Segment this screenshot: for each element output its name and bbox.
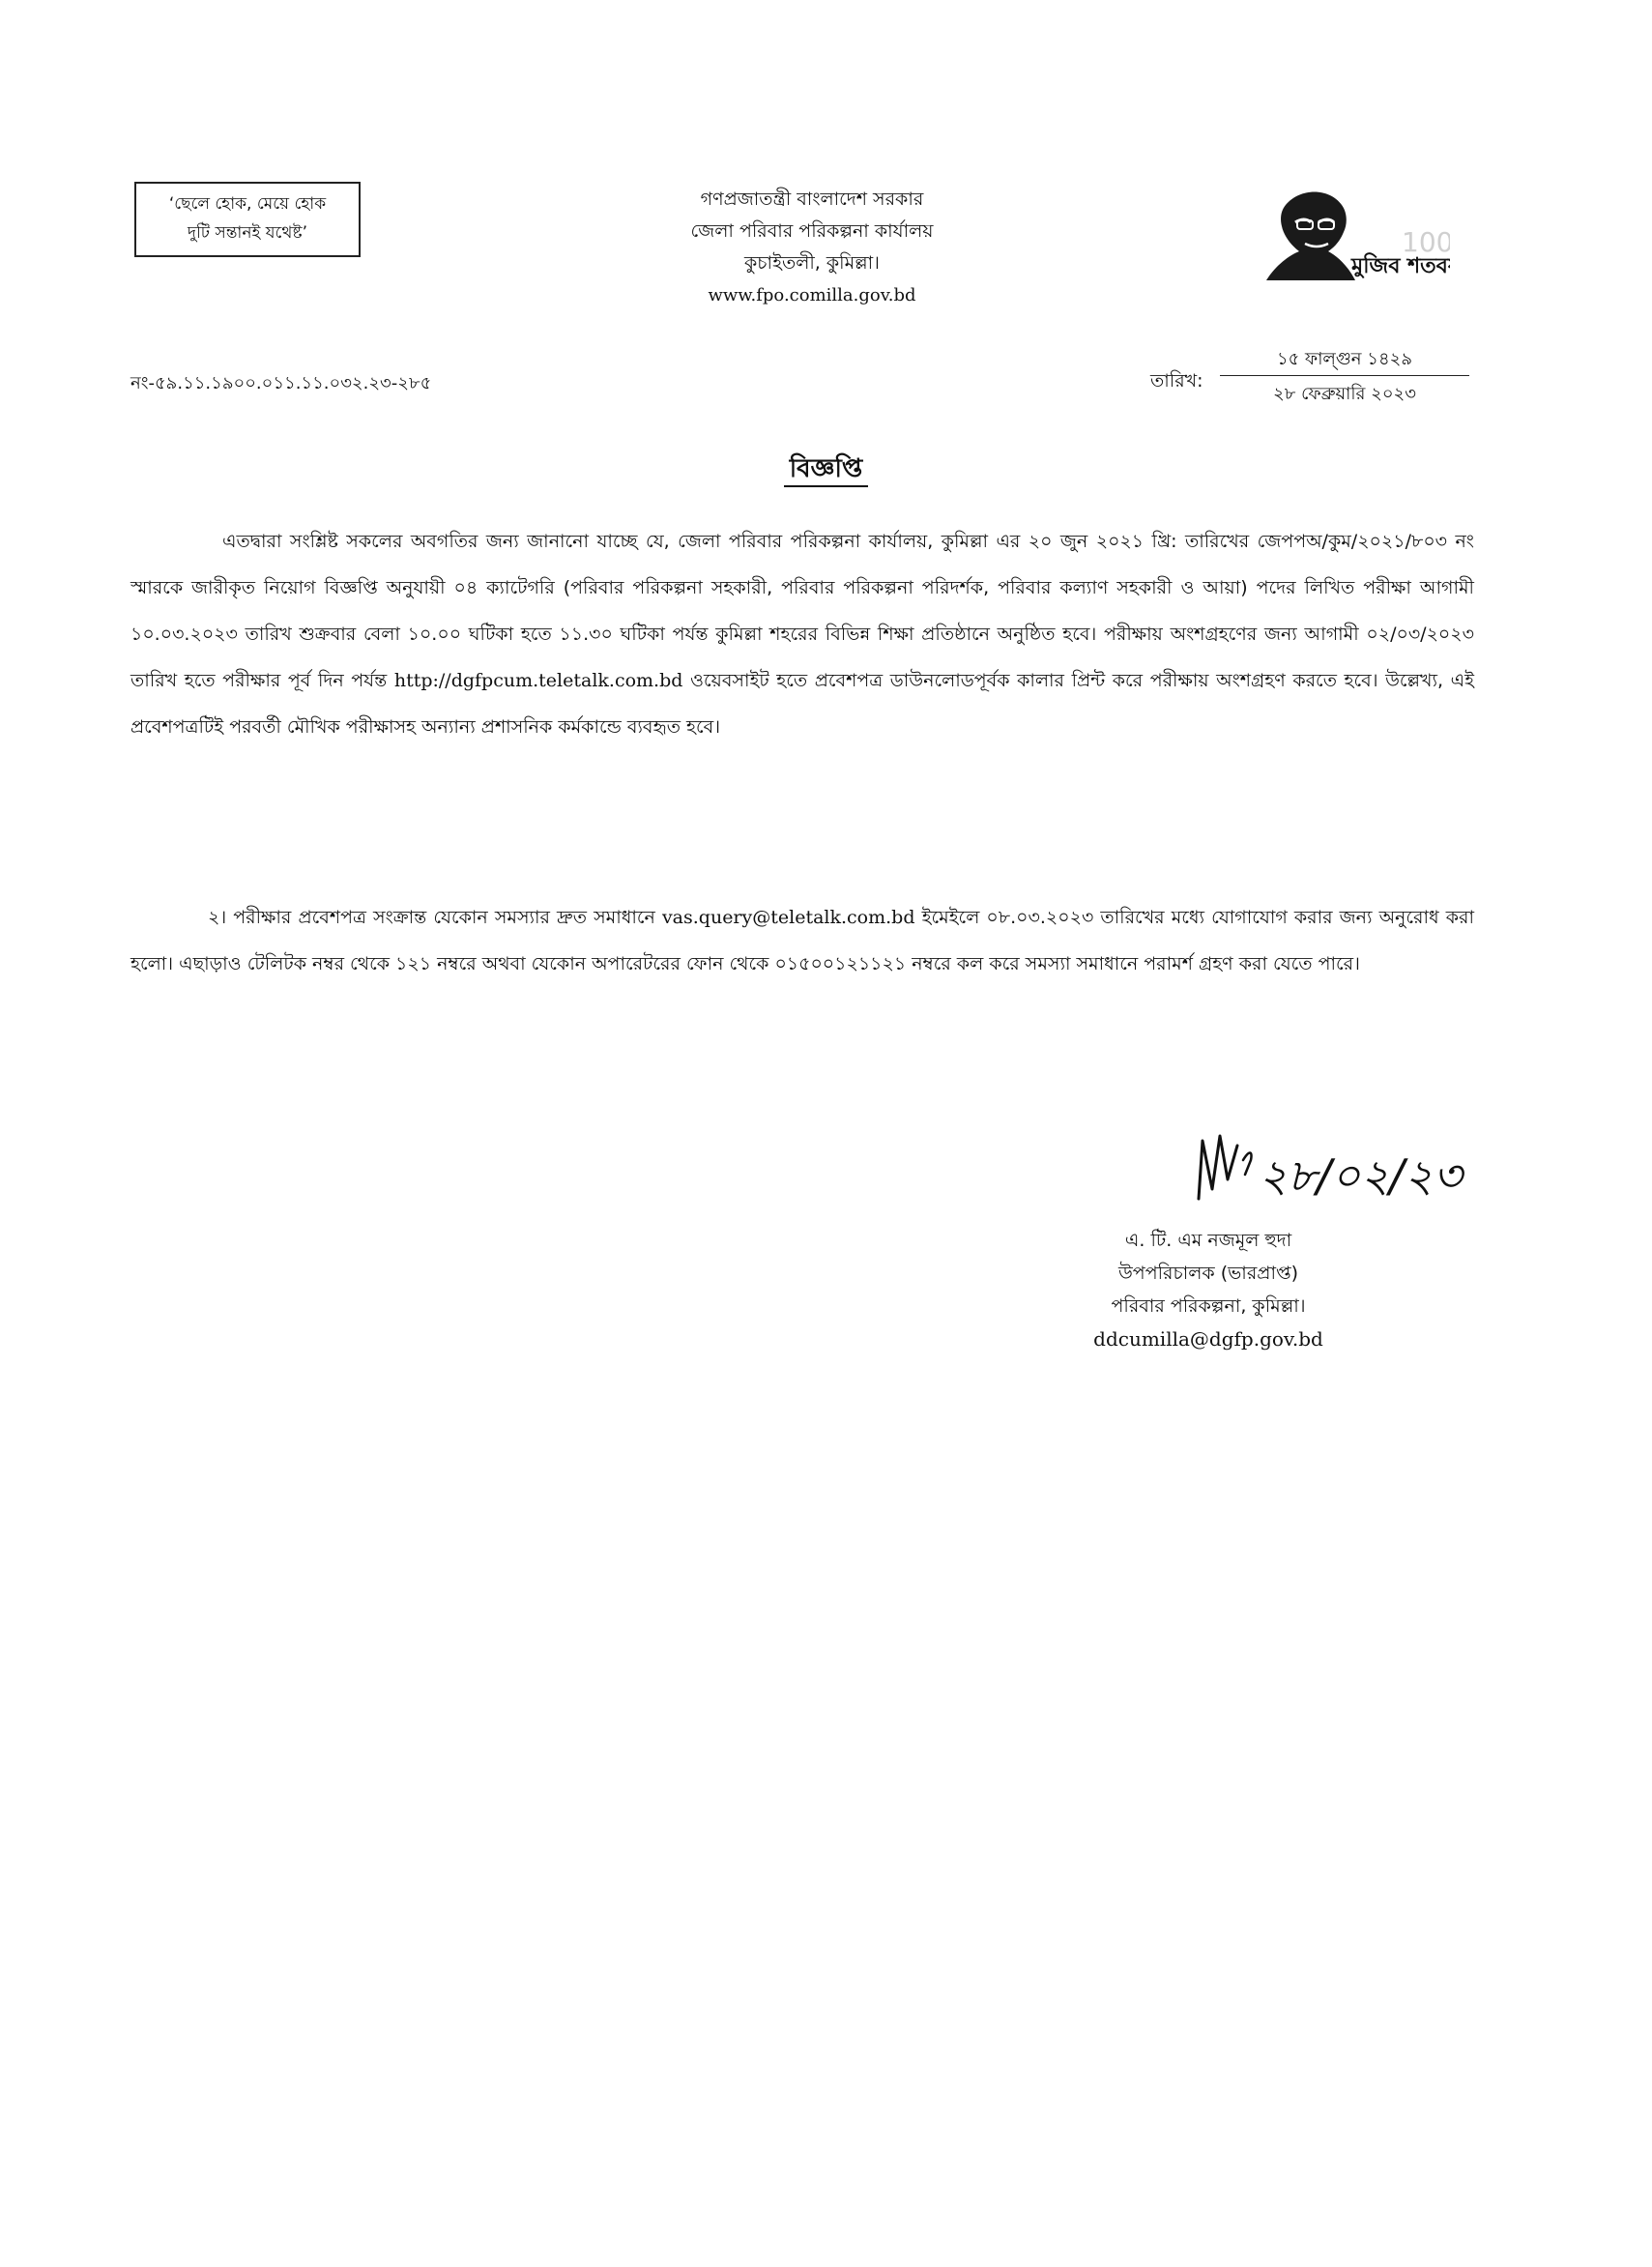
signatory-office: পরিবার পরিকল্পনা, কুমিল্লা। [1111, 1295, 1306, 1317]
header-office: জেলা পরিবার পরিকল্পনা কার্যালয় [690, 220, 934, 242]
signatory-block [1054, 1224, 1363, 1355]
handwritten-signature [1189, 1121, 1498, 1237]
logo-number: 100 [1402, 226, 1450, 258]
slogan-line-1: ‘ছেলে হোক, মেয়ে হোক [168, 194, 327, 214]
paragraph-1-part-1: এতদ্বারা সংশ্লিষ্ট সকলের অবগতির জন্য জানানো যাচ্ছে যে, জেলা পরিবার পরিকল্পনা কার্যালয়, কুমিল্লা এর ২০ জুন ২০২১ খ্রি: তারিখের জেপপঅ/কুম/২০২১/৮০৩ নং স্মারকে জারীকৃত নিয়োগ বিজ্ঞপ্তি অনুযায়ী ০৪ ক্যাটেগরি (পরিবার পরিকল্পনা সহকারী, পরিবার পরিকল্পনা পরিদর্শক, পরিবার কল্যাণ সহকারী ও আয়া) পদের লিখিত পরীক্ষা আগামী ১০.০৩.২০২৩ তারিখ শুক্রবার বেলা ১০.০০ ঘটিকা হতে ১১.৩০ ঘটিকা পর্যন্ত কুমিল্লা শহরের বিভিন্ন শিক্ষা প্রতিষ্ঠানে অনুষ্ঠিত হবে। পরীক্ষায় অংশগ্রহণের জন্য আগামী ০২/০৩/২০২৩ তারিখ হতে পরীক্ষার পূর্ব দিন পর্যন্ত [130, 531, 1474, 691]
date-gregorian: ২৮ ফেব্রুয়ারি ২০২৩ [1273, 384, 1416, 404]
paragraph-1-part-2: ওয়েবসাইট হতে প্রবেশপত্র ডাউনলোডপূর্বক কালার প্রিন্ট করে পরীক্ষায় অংশগ্রহণ করতে হবে। উল্লেখ্য, এই প্রবেশপত্রটিই পরবর্তী মৌখিক পরীক্ষাসহ অন্যান্য প্রশাসনিক কর্মকান্ডে ব্যবহৃত হবে। [130, 670, 1474, 738]
paragraph-2-part-1: ২। পরীক্ষার প্রবেশপত্র সংক্রান্ত যেকোন সমস্যার দ্রুত সমাধানে [208, 907, 655, 928]
portrait-logo-icon [1247, 184, 1450, 290]
slogan-box [134, 182, 361, 257]
support-email-link[interactable]: vas.query@teletalk.com.bd [661, 907, 915, 928]
mujib-borsho-logo [1247, 184, 1450, 290]
letterhead [541, 184, 1083, 311]
signature-icon [1189, 1121, 1498, 1237]
date-block [1220, 344, 1469, 409]
header-website-link[interactable]: www.fpo.comilla.gov.bd [708, 285, 916, 305]
memo-number: নং-৫৯.১১.১৯০০.০১১.১১.০৩২.২৩-২৮৫ [130, 373, 432, 393]
paragraph-2-part-2: ইমেইলে ০৮.০৩.২০২৩ তারিখের মধ্যে যোগাযোগ করার জন্য অনুরোধ করা হলো। এছাড়াও টেলিটক নম্বর থেকে ১২১ নম্বরে অথবা যেকোন অপারেটরের ফোন থেকে ০১৫০০১২১১২১ নম্বরে কল করে সমস্যা সমাধানে পরামর্শ গ্রহণ করা যেতে পারে। [130, 907, 1474, 974]
header-government: গণপ্রজাতন্ত্রী বাংলাদেশ সরকার [700, 189, 924, 210]
admit-card-website-link[interactable]: http://dgfpcum.teletalk.com.bd [393, 670, 683, 691]
date-label: তারিখ: [1150, 370, 1203, 392]
paragraph-1 [130, 518, 1474, 750]
notice-title [0, 449, 1652, 491]
notice-title-text: বিজ্ঞপ্তি [784, 454, 869, 487]
signature-date: ২৮/০২/২৩ [1259, 1149, 1463, 1202]
signatory-designation: উপপরিচালক (ভারপ্রাপ্ত) [1118, 1263, 1298, 1284]
paragraph-2 [130, 894, 1474, 987]
logo-label: মুজিব শতবর্ষ [1351, 254, 1450, 278]
header-address: কুচাইতলী, কুমিল্লা। [744, 252, 880, 274]
slogan-line-2: দুটি সন্তানই যথেষ্ট’ [188, 223, 307, 243]
signatory-name: এ. টি. এম নজমূল হুদা [1124, 1230, 1292, 1251]
signatory-email-link[interactable]: ddcumilla@dgfp.gov.bd [1093, 1327, 1323, 1351]
date-bangla: ১৫ ফাল্গুন ১৪২৯ [1220, 344, 1469, 376]
